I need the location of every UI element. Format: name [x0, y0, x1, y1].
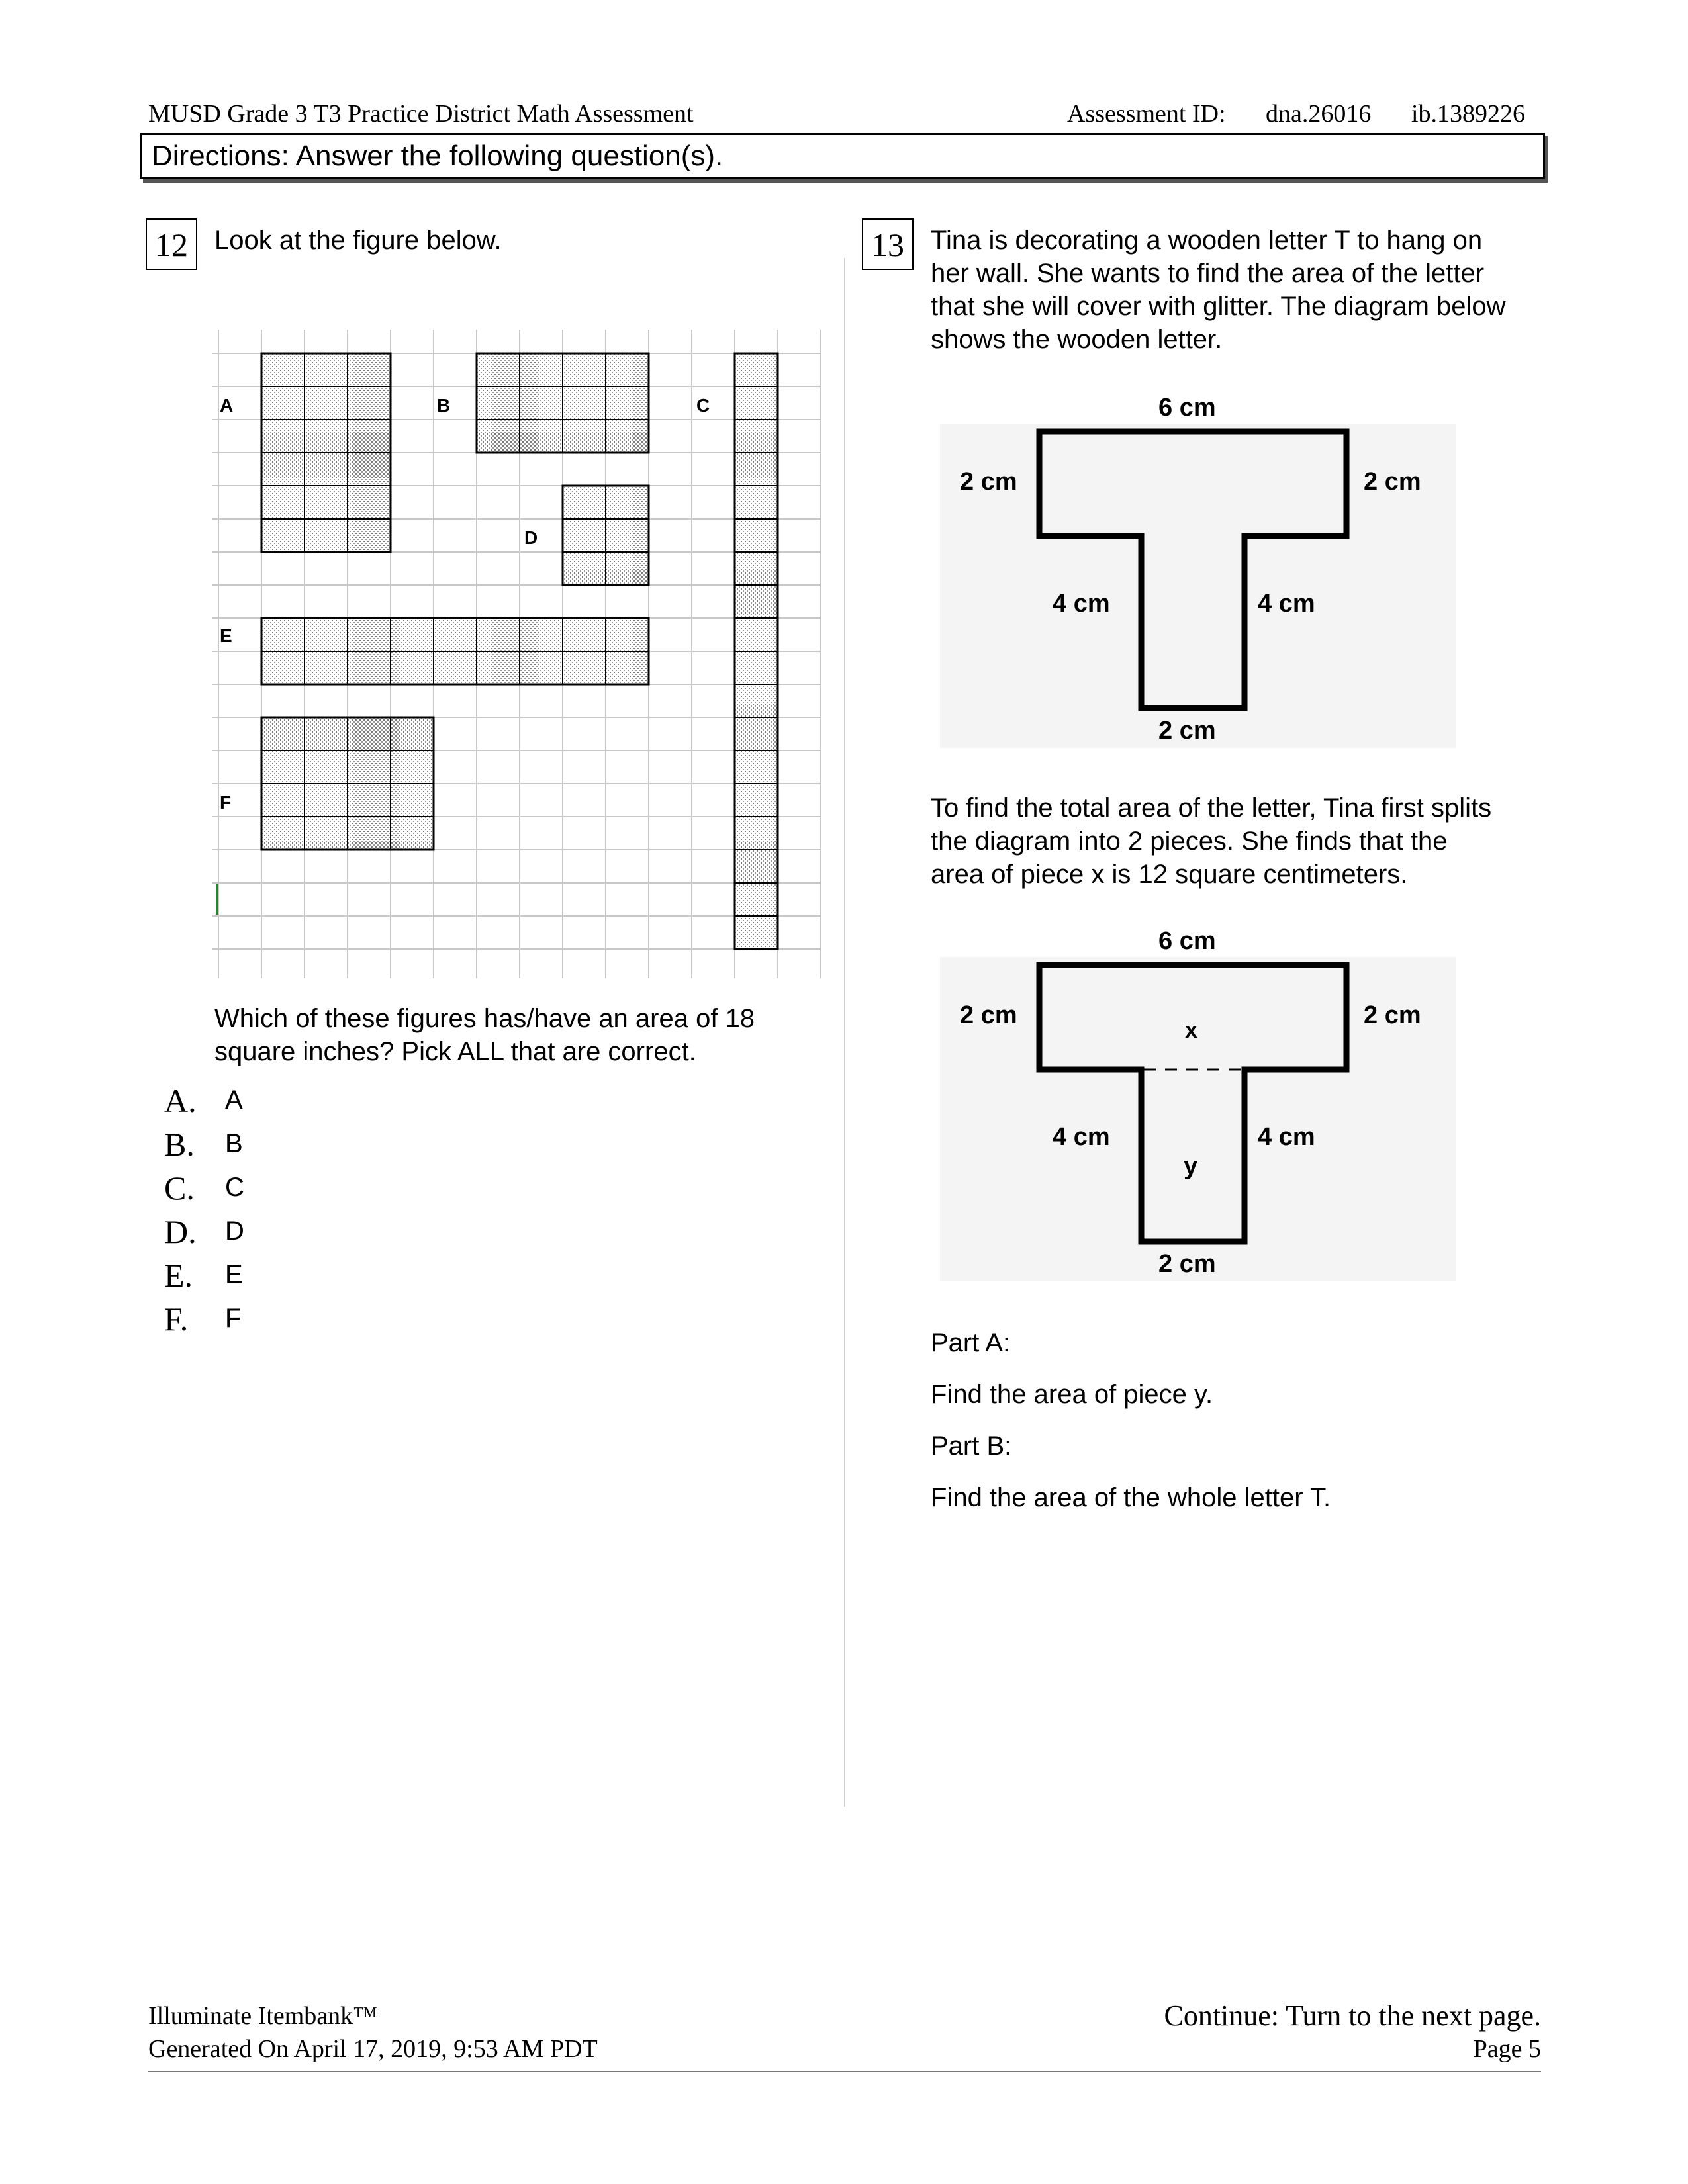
choice-d-letter: D.	[164, 1213, 197, 1250]
q13-intro-line-2: her wall. She wants to find the area of the letter	[931, 259, 1485, 288]
assessment-id-label: Assessment ID:	[1067, 100, 1226, 128]
label-stem-left-4cm: 4 cm	[1053, 1123, 1110, 1151]
figure-label-a: A	[220, 395, 234, 416]
q13-split-line-1: To find the total area of the letter, Tina first splits	[931, 794, 1492, 823]
label-stem-right-4cm: 4 cm	[1258, 1123, 1315, 1151]
footer-rule	[148, 2071, 1541, 2072]
choice-d-text[interactable]: D	[225, 1216, 244, 1246]
choice-b-text[interactable]: B	[225, 1129, 243, 1158]
label-bottom-2cm: 2 cm	[1158, 717, 1216, 745]
choice-a-letter: A.	[164, 1082, 197, 1119]
q12-prompt: Look at the figure below.	[214, 226, 502, 255]
choice-c-letter: C.	[164, 1169, 195, 1206]
label-left-2cm: 2 cm	[960, 1001, 1017, 1029]
footer-continue: Continue: Turn to the next page.	[1164, 1999, 1541, 2032]
label-piece-x: x	[1185, 1018, 1197, 1043]
part-a-label: Part A:	[931, 1328, 1011, 1357]
question-number-13: 13	[862, 218, 914, 270]
figure-label-e: E	[220, 625, 232, 646]
label-left-2cm: 2 cm	[960, 468, 1017, 496]
t-letter-diagram	[940, 384, 1463, 754]
q13-intro-line-1: Tina is decorating a wooden letter T to hang on	[931, 226, 1483, 255]
part-b-text: Find the area of the whole letter T.	[931, 1483, 1331, 1512]
footer-page-number: Page 5	[1473, 2035, 1541, 2063]
label-right-2cm: 2 cm	[1364, 468, 1421, 496]
figure-c	[735, 353, 778, 949]
figure-label-f: F	[220, 792, 232, 813]
figure-a	[261, 353, 391, 552]
t-letter-split-diagram	[940, 917, 1463, 1288]
label-bottom-2cm: 2 cm	[1158, 1250, 1216, 1278]
label-top-6cm: 6 cm	[1158, 394, 1216, 422]
part-b-label: Part B:	[931, 1432, 1012, 1461]
directions-box: Directions: Answer the following question(s).	[140, 133, 1545, 179]
choice-f-text[interactable]: F	[225, 1304, 242, 1333]
column-divider	[844, 258, 845, 1807]
q12-question-line-1: Which of these figures has/have an area of 18	[214, 1004, 755, 1033]
choice-c-text[interactable]: C	[225, 1173, 244, 1202]
part-a-text: Find the area of piece y.	[931, 1380, 1213, 1409]
label-stem-right-4cm: 4 cm	[1258, 590, 1315, 617]
footer-brand: Illuminate Itembank™	[148, 2002, 378, 2030]
label-top-6cm: 6 cm	[1158, 927, 1216, 955]
figure-b	[477, 353, 649, 453]
q12-grid-figure	[212, 330, 821, 978]
assessment-id-dna: dna.26016	[1266, 100, 1372, 128]
assessment-title: MUSD Grade 3 T3 Practice District Math Assessment	[148, 100, 694, 128]
figure-d	[563, 486, 649, 585]
figure-e	[261, 618, 649, 684]
q13-split-line-2: the diagram into 2 pieces. She finds that the	[931, 827, 1448, 856]
label-piece-y: y	[1184, 1152, 1198, 1180]
q13-split-line-3: area of piece x is 12 square centimeters.	[931, 860, 1408, 889]
assessment-id-ib: ib.1389226	[1411, 100, 1526, 128]
q13-intro-line-3: that she will cover with glitter. The diagram below	[931, 292, 1506, 321]
label-stem-left-4cm: 4 cm	[1053, 590, 1110, 617]
question-number-12: 12	[146, 218, 197, 270]
choice-e-letter: E.	[164, 1257, 193, 1294]
choice-a-text[interactable]: A	[225, 1085, 243, 1115]
figure-label-c: C	[696, 395, 710, 416]
footer-generated: Generated On April 17, 2019, 9:53 AM PDT	[148, 2035, 598, 2063]
figure-label-b: B	[437, 395, 451, 416]
choice-e-text[interactable]: E	[225, 1260, 243, 1289]
cell-cursor	[216, 884, 218, 915]
q13-intro-line-4: shows the wooden letter.	[931, 325, 1223, 354]
figure-f	[261, 717, 434, 850]
choice-f-letter: F.	[164, 1300, 189, 1338]
q12-question-line-2: square inches? Pick ALL that are correct.	[214, 1037, 696, 1066]
figure-label-d: D	[524, 527, 538, 548]
label-right-2cm: 2 cm	[1364, 1001, 1421, 1029]
choice-b-letter: B.	[164, 1126, 195, 1163]
